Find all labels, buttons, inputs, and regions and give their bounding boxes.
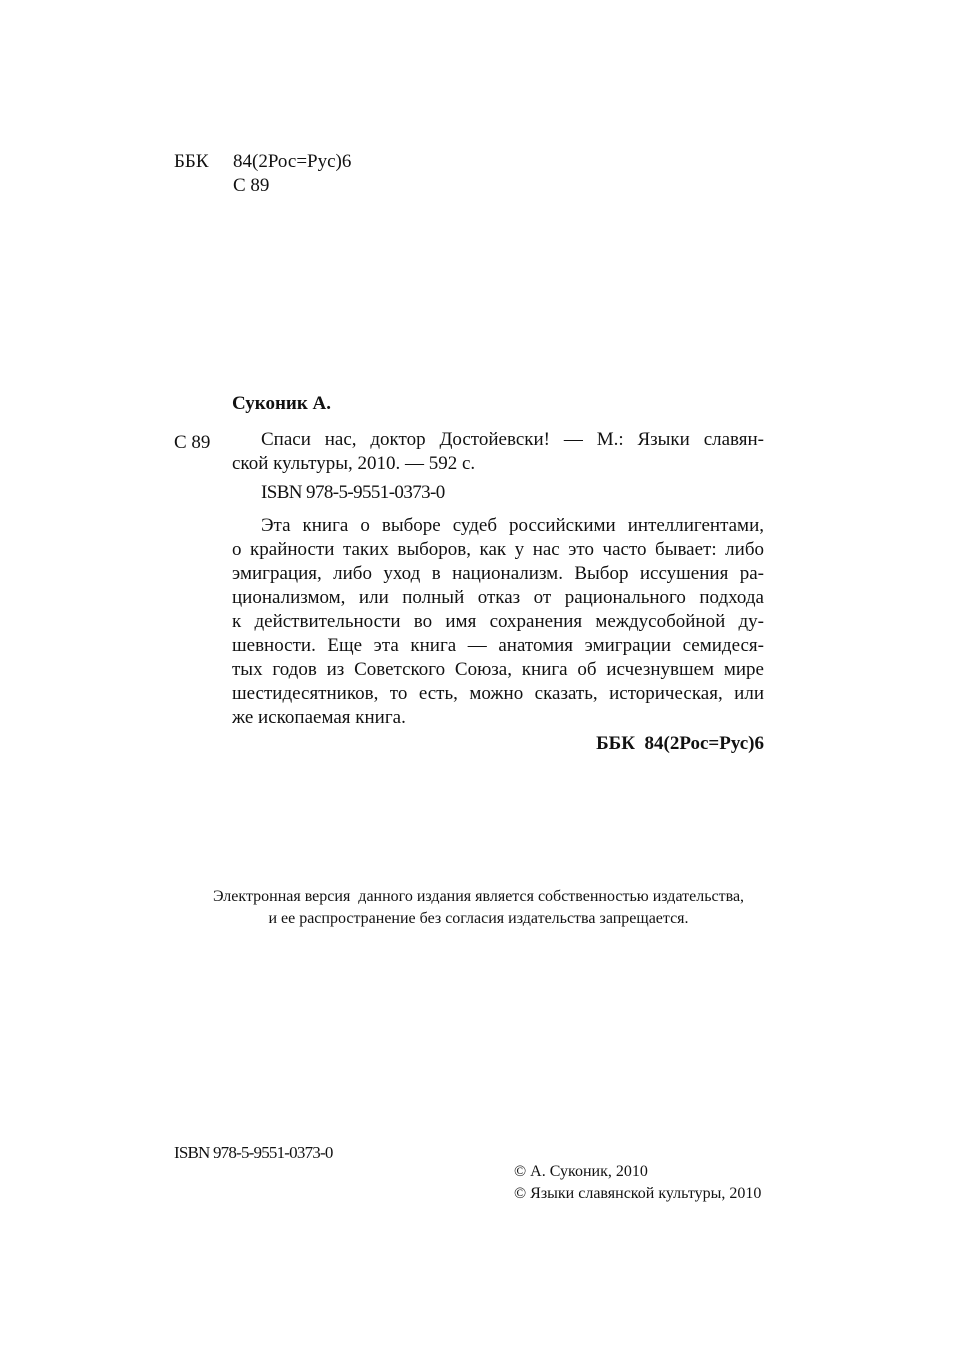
author-name: Суконик А.	[232, 393, 332, 414]
notice-line-2: и ее распространение без согласия издательства запрещается.	[268, 910, 689, 927]
notice-line-1: Электронная версия данного издания является собственностью издательства,	[212, 888, 745, 905]
annotation-line: ционализмом, или полный отказ от рационального подхода	[232, 587, 764, 608]
annotation	[232, 514, 764, 730]
title-line-2: ской культуры, 2010. — 592 с.	[232, 453, 476, 474]
author-mark-code: С 89	[233, 175, 270, 196]
annotation-line: Эта книга о выборе судеб российскими интеллигентами,	[261, 515, 764, 536]
annotation-line: шестидесятников, то есть, можно сказать, историческая, или	[232, 683, 764, 704]
title-line-1: Спаси нас, доктор Достойевски! — М.: Языки славян-	[261, 429, 764, 450]
bbk-code: 84(2Рос=Рус)6	[233, 151, 352, 172]
copyright-notice	[0, 886, 957, 930]
annotation-line: шевности. Еще эта книга — анатомия эмиграции семидеся-	[232, 635, 764, 656]
bbk-label: ББК	[174, 151, 209, 172]
copyright-publisher: © Языки славянской культуры, 2010	[514, 1185, 762, 1202]
annotation-line: тых годов из Советского Союза, книга об исчезнувшем мире	[232, 659, 764, 680]
copyright-author: © А. Суконик, 2010	[514, 1163, 648, 1180]
isbn-footer: ISBN 978-5-9551-0373-0	[174, 1143, 333, 1162]
annotation-line: к действительности во имя сохранения междусобойной ду-	[232, 611, 764, 632]
annotation-line: о крайности таких выборов, как у нас это часто бывает: либо	[232, 539, 764, 560]
annotation-line: же ископаемая книга.	[232, 707, 406, 728]
isbn-description: ISBN 978-5-9551-0373-0	[261, 482, 445, 503]
annotation-line: эмиграция, либо уход в национализм. Выбор иссушения ра-	[232, 563, 764, 584]
bbk-footer-code: ББК 84(2Рос=Рус)6	[596, 733, 764, 754]
author-mark-left: С 89	[174, 432, 211, 453]
